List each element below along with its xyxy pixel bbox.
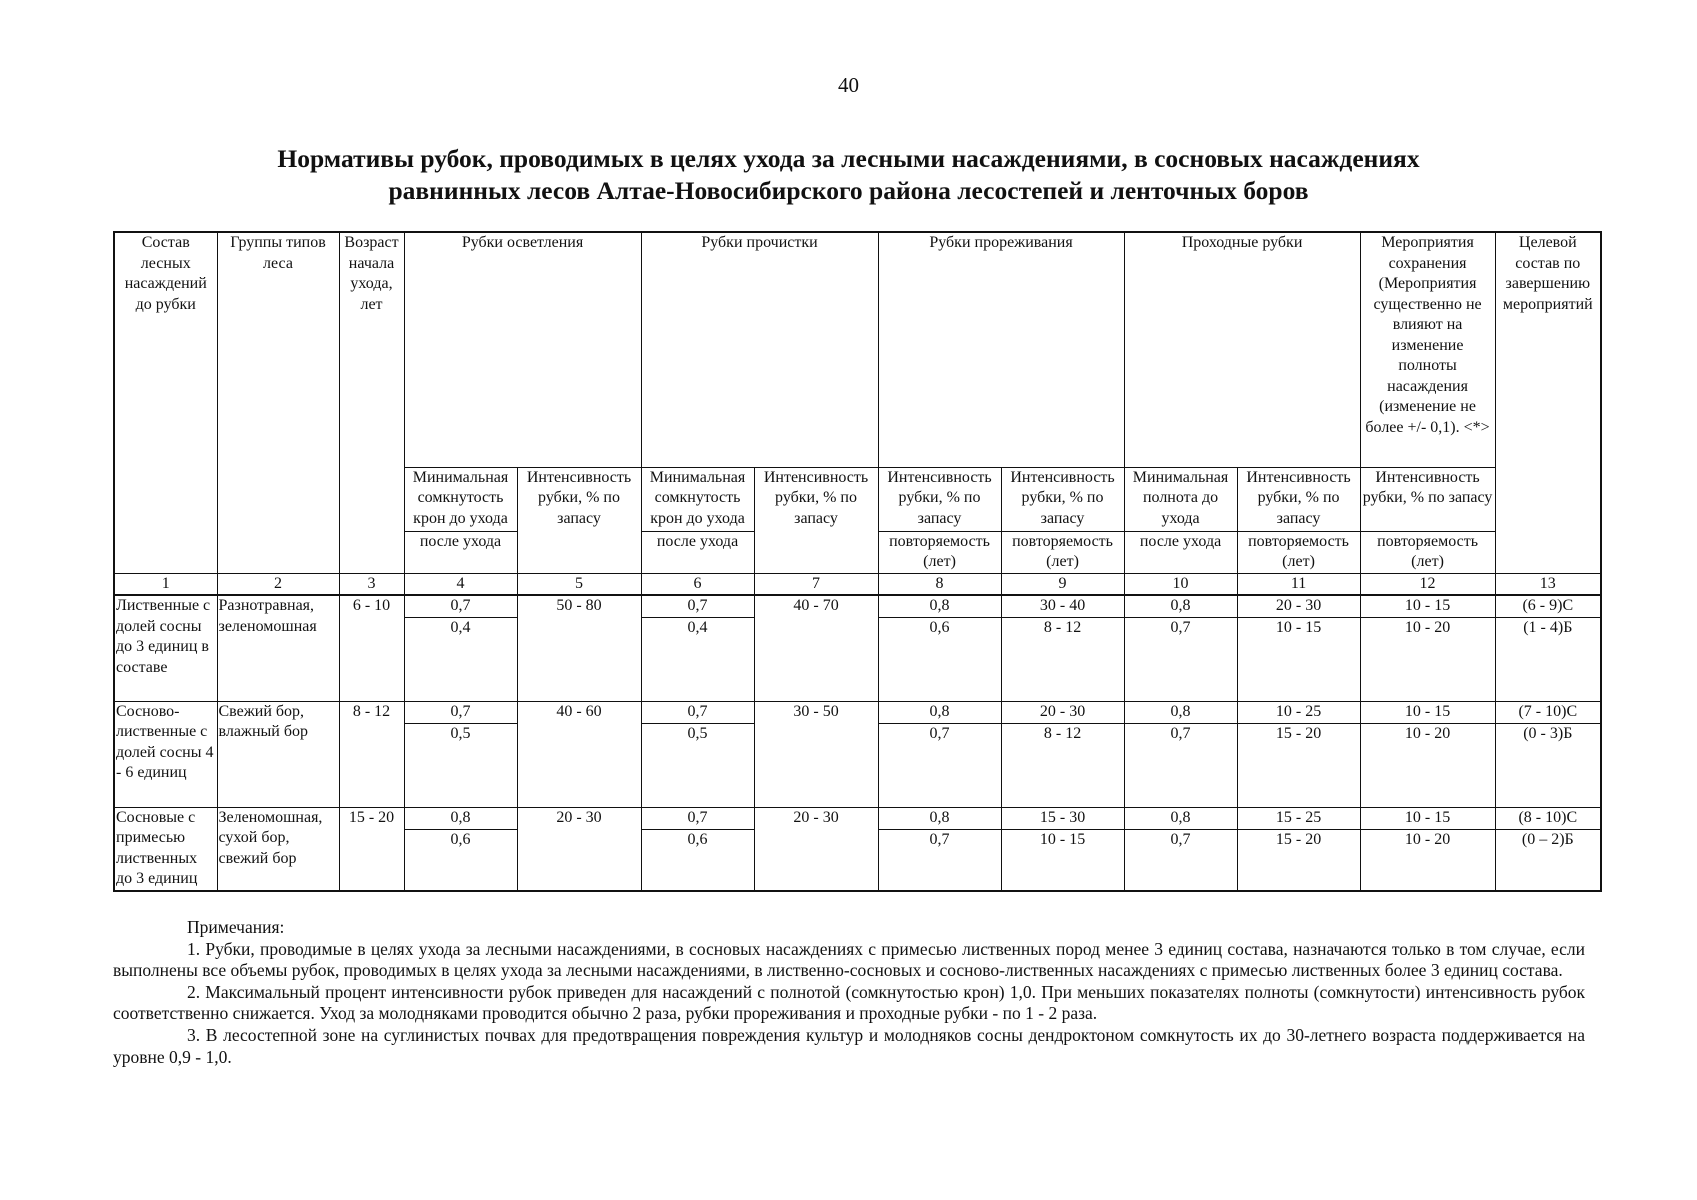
cell-forest-types: Зеленомошная, сухой бор, свежий бор (217, 807, 339, 891)
table-cell: 10 - 15 (1360, 701, 1495, 723)
norms-table (113, 231, 1602, 892)
header-c10: Минимальная полнота до ухода (1124, 467, 1237, 531)
table-cell: 0,7 (878, 829, 1001, 891)
table-cell: 20 - 30 (754, 807, 878, 891)
table-cell: 10 - 15 (1237, 617, 1360, 701)
table-cell: 0,6 (641, 829, 754, 891)
table-cell: 8 - 12 (1001, 617, 1124, 701)
table-cell: 0,6 (404, 829, 517, 891)
table-cell: 0,6 (878, 617, 1001, 701)
table-cell: (0 – 2)Б (1495, 829, 1601, 891)
table-cell: 10 - 15 (1360, 595, 1495, 617)
table-cell: 10 - 15 (1360, 807, 1495, 829)
table-cell: (1 - 4)Б (1495, 617, 1601, 701)
column-number: 6 (641, 573, 754, 595)
header-c11: Интенсивность рубки, % по запасу (1237, 467, 1360, 531)
column-number: 12 (1360, 573, 1495, 595)
table-cell: 0,8 (1124, 595, 1237, 617)
table-cell: 0,7 (404, 701, 517, 723)
table-cell: 0,7 (641, 595, 754, 617)
header-passing: Проходные рубки (1124, 232, 1360, 467)
note-item: 2. Максимальный процент интенсивности рубок приведен для насаждений с полнотой (сомкнутостью крон) 1,0. При меньших показателях полноты (сомкнутости) интенсивность рубок соответственно снижается. Уход за молодняками проводится обычно 2 раза, рубки прореживания и проходные рубки - по 1 - 2 раза. (113, 981, 1585, 1024)
table-cell: 30 - 50 (754, 701, 878, 807)
cell-composition: Сосново-лиственные с долей сосны 4 - 6 единиц (114, 701, 217, 807)
header-c5: Интенсивность рубки, % по запасу (517, 467, 641, 573)
header-c12: Интенсивность рубки, % по запасу (1360, 467, 1495, 531)
note-item: 3. В лесостепной зоне на суглинистых почвах для предотвращения повреждения культур и молодняков сосны дендроктоном сомкнутость их до 30-летнего возраста поддерживается на уровне 0,9 - 1,0. (113, 1024, 1585, 1067)
table-cell: 0,7 (878, 723, 1001, 807)
table-cell: 15 - 20 (1237, 723, 1360, 807)
header-c4b: после ухода (404, 531, 517, 573)
table-cell: 0,5 (641, 723, 754, 807)
table-row (114, 595, 1601, 617)
table-cell: 10 - 20 (1360, 829, 1495, 891)
header-c6b: после ухода (641, 531, 754, 573)
table-cell: 15 - 25 (1237, 807, 1360, 829)
header-c4: Минимальная сомкнутость крон до ухода (404, 467, 517, 531)
table-cell: 10 - 20 (1360, 723, 1495, 807)
table-cell: 0,4 (641, 617, 754, 701)
table-cell: 10 - 25 (1237, 701, 1360, 723)
table-cell: 0,7 (641, 701, 754, 723)
column-number: 7 (754, 573, 878, 595)
table-cell: 0,4 (404, 617, 517, 701)
header-c9: Интенсивность рубки, % по запасу (1001, 467, 1124, 531)
column-number: 13 (1495, 573, 1601, 595)
table-cell: 0,5 (404, 723, 517, 807)
table-cell: (7 - 10)С (1495, 701, 1601, 723)
cell-forest-types: Разнотравная, зеленомошная (217, 595, 339, 701)
page-number: 40 (838, 73, 859, 97)
column-number: 3 (339, 573, 404, 595)
header-c9b: повторяемость (лет) (1001, 531, 1124, 573)
header-clearing: Рубки осветления (404, 232, 641, 467)
column-number: 1 (114, 573, 217, 595)
table-cell: 0,8 (878, 807, 1001, 829)
table-cell: 50 - 80 (517, 595, 641, 701)
table-cell: (8 - 10)С (1495, 807, 1601, 829)
cell-age: 6 - 10 (339, 595, 404, 701)
table-cell: 10 - 15 (1001, 829, 1124, 891)
column-numbers-row (114, 573, 1601, 595)
header-c10b: после ухода (1124, 531, 1237, 573)
table-cell: 15 - 20 (1237, 829, 1360, 891)
table-cell: (0 - 3)Б (1495, 723, 1601, 807)
table-cell: 30 - 40 (1001, 595, 1124, 617)
header-c6: Минимальная сомкнутость крон до ухода (641, 467, 754, 531)
table-cell: 15 - 30 (1001, 807, 1124, 829)
table-cell: 0,8 (404, 807, 517, 829)
cell-composition: Лиственные с долей сосны до 3 единиц в составе (114, 595, 217, 701)
table-cell: 0,7 (1124, 723, 1237, 807)
column-number: 10 (1124, 573, 1237, 595)
table-cell: 0,7 (1124, 829, 1237, 891)
table-cell: 0,7 (641, 807, 754, 829)
header-target: Целевой состав по завершению мероприятий (1495, 232, 1601, 573)
table-row (114, 701, 1601, 723)
table-cell: 40 - 60 (517, 701, 641, 807)
table-cell: 0,7 (404, 595, 517, 617)
header-cleaning: Рубки прочистки (641, 232, 878, 467)
header-forest-types: Группы типов леса (217, 232, 339, 573)
table-cell: 20 - 30 (1237, 595, 1360, 617)
title-line-2: равнинных лесов Алтае-Новосибирского района лесостепей и ленточных боров (388, 176, 1309, 205)
table-cell: 0,8 (1124, 701, 1237, 723)
column-number: 5 (517, 573, 641, 595)
column-number: 2 (217, 573, 339, 595)
cell-composition: Сосновые с примесью лиственных до 3 единиц (114, 807, 217, 891)
table-cell: 0,8 (878, 595, 1001, 617)
notes-section (113, 917, 1585, 1068)
table-cell: 40 - 70 (754, 595, 878, 701)
header-c12b: повторяемость (лет) (1360, 531, 1495, 573)
header-c11b: повторяемость (лет) (1237, 531, 1360, 573)
header-thinning: Рубки прореживания (878, 232, 1124, 467)
cell-age: 15 - 20 (339, 807, 404, 891)
table-cell: 20 - 30 (1001, 701, 1124, 723)
column-number: 8 (878, 573, 1001, 595)
page-title (150, 143, 1547, 207)
table-cell: (6 - 9)С (1495, 595, 1601, 617)
header-c8: Интенсивность рубки, % по запасу (878, 467, 1001, 531)
table-cell: 0,7 (1124, 617, 1237, 701)
column-number: 4 (404, 573, 517, 595)
title-line-1: Нормативы рубок, проводимых в целях ухода за лесными насаждениями, в сосновых насаждениях (277, 144, 1420, 173)
header-composition: Состав лесных насаждений до рубки (114, 232, 217, 573)
note-item: 1. Рубки, проводимые в целях ухода за лесными насаждениями, в сосновых насаждениях с примесью лиственных пород менее 3 единиц состава, назначаются только в том случае, если выполнены все объемы рубок, проводимых в целях ухода за лесными насаждениями, в лиственно-сосновых и сосново-лиственных насаждениях с примесью лиственных более 3 единиц состава. (113, 938, 1585, 981)
header-c7: Интенсивность рубки, % по запасу (754, 467, 878, 573)
column-number: 9 (1001, 573, 1124, 595)
table-cell: 0,8 (878, 701, 1001, 723)
table-cell: 8 - 12 (1001, 723, 1124, 807)
cell-age: 8 - 12 (339, 701, 404, 807)
header-c8b: повторяемость (лет) (878, 531, 1001, 573)
cell-forest-types: Свежий бор, влажный бор (217, 701, 339, 807)
header-row-1 (114, 232, 1601, 467)
column-number: 11 (1237, 573, 1360, 595)
table-cell: 20 - 30 (517, 807, 641, 891)
notes-heading: Примечания: (187, 917, 285, 937)
table-row (114, 807, 1601, 829)
header-preservation: Мероприятия сохранения (Мероприятия существенно не влияют на изменение полноты насаждения (изменение не более +/- 0,1). <*> (1360, 232, 1495, 467)
header-start-age: Возраст начала ухода, лет (339, 232, 404, 573)
table-cell: 10 - 20 (1360, 617, 1495, 701)
table-cell: 0,8 (1124, 807, 1237, 829)
